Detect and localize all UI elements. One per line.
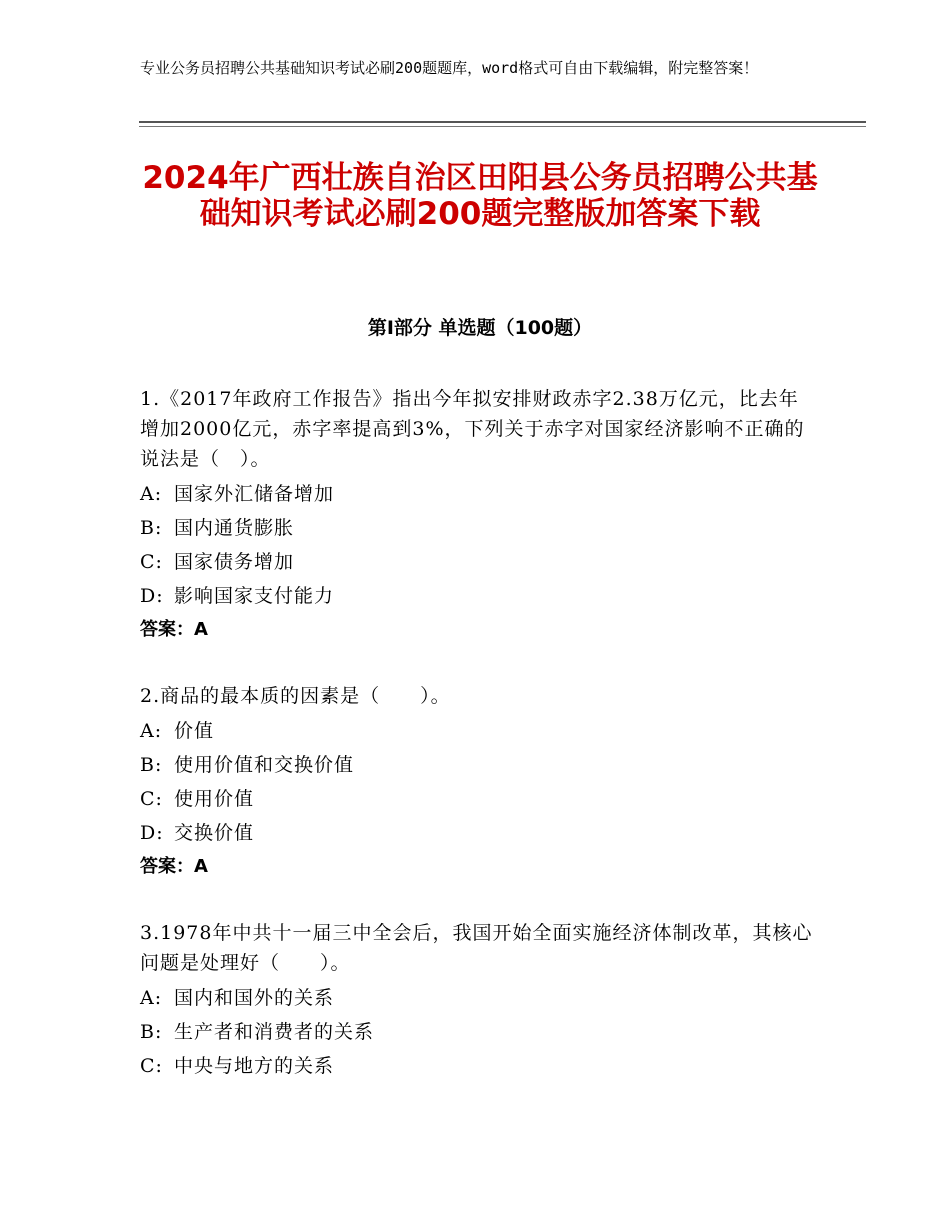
option-a <box>140 477 815 511</box>
option-label: D: <box>140 822 164 844</box>
header-rule-thick <box>139 121 866 123</box>
option-label: B: <box>140 754 163 776</box>
answer: 答案：A <box>140 856 208 877</box>
option-c <box>140 782 815 816</box>
question-stem: 3.1978年中共十一届三中全会后，我国开始全面实施经济体制改革，其核心问题是处理好（ ）。 <box>140 922 813 974</box>
option-label: A: <box>140 720 163 742</box>
answer: 答案：A <box>140 619 208 640</box>
option-text: 生产者和消费者的关系 <box>174 1021 375 1043</box>
option-label: B: <box>140 1021 163 1043</box>
option-d <box>140 579 815 613</box>
question-1 <box>140 384 815 647</box>
option-b <box>140 1015 815 1049</box>
option-label: A: <box>140 987 163 1009</box>
document-title: 2024年广西壮族自治区田阳县公务员招聘公共基础知识考试必刷200题完整版加答案下载 <box>142 160 818 232</box>
option-text: 国家债务增加 <box>174 551 295 573</box>
question-2 <box>140 681 815 884</box>
option-a <box>140 981 815 1015</box>
option-text: 影响国家支付能力 <box>174 585 335 607</box>
option-text: 国内和国外的关系 <box>174 987 335 1009</box>
header-rule-thin <box>139 126 866 127</box>
option-text: 国内通货膨胀 <box>174 517 295 539</box>
option-d <box>140 816 815 850</box>
option-label: C: <box>140 1055 163 1077</box>
question-stem: 2.商品的最本质的因素是（ ）。 <box>140 685 451 707</box>
question-list <box>140 384 815 1117</box>
option-label: B: <box>140 517 163 539</box>
option-a <box>140 714 815 748</box>
option-c <box>140 545 815 579</box>
question-3 <box>140 918 815 1083</box>
question-stem: 1.《2017年政府工作报告》指出今年拟安排财政赤字2.38万亿元，比去年增加2000亿元，赤字率提高到3%，下列关于赤字对国家经济影响不正确的说法是（ ）。 <box>140 388 805 470</box>
option-text: 使用价值和交换价值 <box>174 754 355 776</box>
option-label: D: <box>140 585 164 607</box>
option-text: 使用价值 <box>174 788 255 810</box>
option-c <box>140 1049 815 1083</box>
section-title: 第Ⅰ部分 单选题（100题） <box>367 317 593 339</box>
option-text: 中央与地方的关系 <box>174 1055 335 1077</box>
option-text: 价值 <box>174 720 215 742</box>
option-text: 交换价值 <box>174 822 255 844</box>
option-b <box>140 511 815 545</box>
option-label: A: <box>140 483 163 505</box>
option-label: C: <box>140 551 163 573</box>
option-text: 国家外汇储备增加 <box>174 483 335 505</box>
option-b <box>140 748 815 782</box>
option-label: C: <box>140 788 163 810</box>
header-note: 专业公务员招聘公共基础知识考试必刷200题题库，word格式可自由下载编辑，附完整答案！ <box>140 59 759 77</box>
